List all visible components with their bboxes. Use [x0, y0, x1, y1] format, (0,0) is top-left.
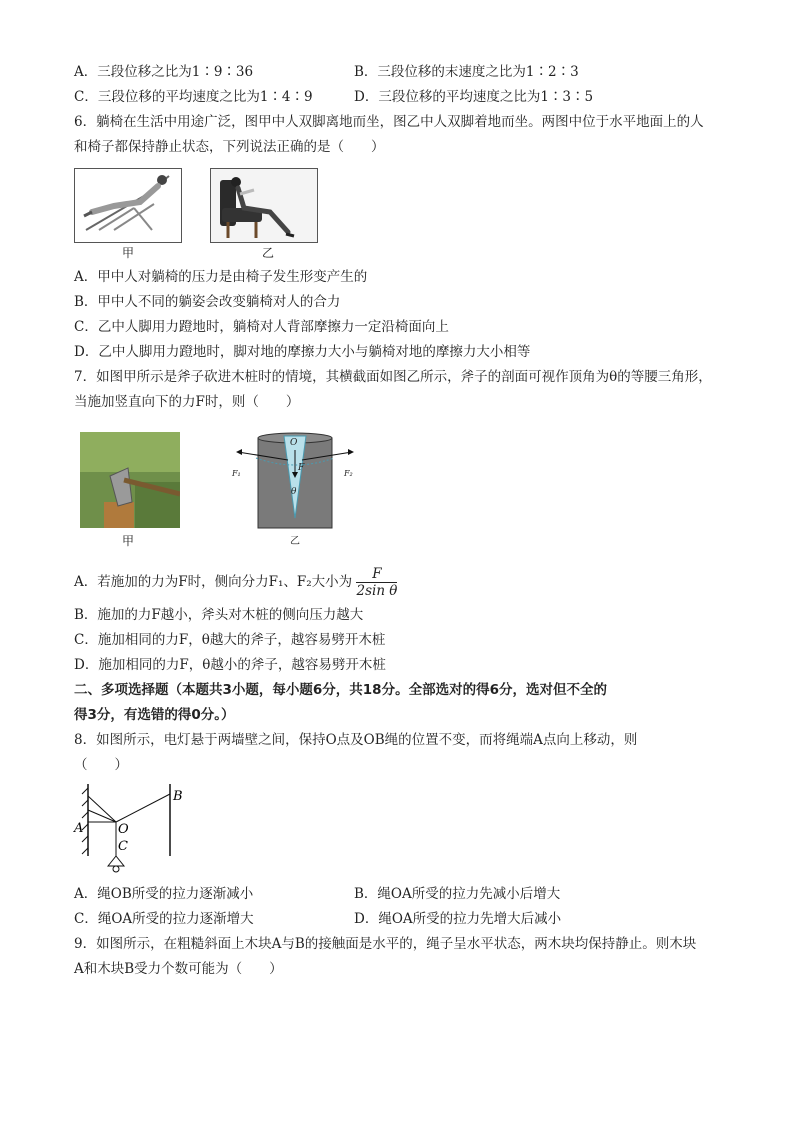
- q5-option-a: A．三段位移之比为1∶9∶36: [74, 64, 254, 80]
- q6-figure-lounge-chair-photo: [210, 168, 318, 244]
- q6-option-c: C．乙中人脚用力蹬地时，躺椅对人背部摩擦力一定沿椅面向上: [74, 319, 449, 335]
- q5-option-c: C．三段位移的平均速度之比为1∶4∶9: [74, 89, 313, 105]
- q6-option-a: A．甲中人对躺椅的压力是由椅子发生形变产生的: [74, 269, 368, 285]
- q7-label-theta: θ: [291, 487, 297, 497]
- q7-label-f1: F₁: [232, 469, 241, 478]
- q9-stem-line1: 9．如图所示，在粗糙斜面上木块A与B的接触面是水平的，绳子呈水平状态，两木块均保持静止。则木块: [74, 936, 697, 952]
- q8-label-o: O: [118, 822, 129, 837]
- q8-option-d: D．绳OA所受的拉力先增大后减小: [354, 911, 562, 927]
- q7-label-o: O: [290, 438, 298, 448]
- q6-option-d: D．乙中人脚用力蹬地时，脚对地的摩擦力大小与躺椅对地的摩擦力大小相等: [74, 344, 531, 360]
- q7-figure-axe-cross-section: [226, 432, 364, 532]
- q8-label-a: A: [74, 821, 84, 836]
- q6-figure-recliner-photo: [74, 168, 182, 244]
- q5-option-d: D．三段位移的平均速度之比为1∶3∶5: [354, 89, 594, 105]
- q7-option-a: [74, 566, 397, 599]
- q6-caption-yi: 乙: [262, 246, 275, 260]
- q8-stem-line1: 8．如图所示，电灯悬于两墙壁之间，保持O点及OB绳的位置不变，而将绳端A点向上移动，则: [74, 732, 638, 748]
- q7-label-f: F: [298, 463, 305, 473]
- q7-option-b: B．施加的力F越小，斧头对木桩的侧向压力越大: [74, 607, 364, 623]
- q7-caption-jia: 甲: [122, 534, 135, 548]
- section2-heading-line1: 二、多项选择题（本题共3小题，每小题6分，共18分。全部选对的得6分，选对但不全的: [74, 682, 607, 698]
- q8-option-a: A．绳OB所受的拉力逐渐减小: [74, 886, 254, 902]
- q8-option-c: C．绳OA所受的拉力逐渐增大: [74, 911, 254, 927]
- q7-option-c: C．施加相同的力F，θ越大的斧子，越容易劈开木桩: [74, 632, 386, 648]
- q6-option-b: B．甲中人不同的躺姿会改变躺椅对人的合力: [74, 294, 341, 310]
- q8-label-c: C: [118, 839, 128, 854]
- q7-label-f2: F₂: [344, 469, 353, 478]
- q9-stem-line2: A和木块B受力个数可能为（ ）: [74, 961, 283, 977]
- q6-stem-line2: 和椅子都保持静止状态，下列说法正确的是（ ）: [74, 139, 385, 155]
- q7-caption-yi: 乙: [290, 536, 300, 547]
- q8-option-b: B．绳OA所受的拉力先减小后增大: [354, 886, 561, 902]
- q7-option-a-fraction: [356, 566, 397, 599]
- section2-heading-line2: 得3分，有选错的得0分。）: [74, 707, 235, 723]
- q8-stem-line2: （ ）: [74, 757, 128, 773]
- q5-option-b: B．三段位移的末速度之比为1∶2∶3: [354, 64, 579, 80]
- q8-figure-lamp-ropes: [72, 782, 192, 874]
- q7-stem-line1: 7．如图甲所示是斧子砍进木桩时的情境，其横截面如图乙所示，斧子的剖面可视作顶角为θ的等腰三角形，: [74, 369, 712, 385]
- q6-stem-line1: 6．躺椅在生活中用途广泛，图甲中人双脚离地而坐，图乙中人双脚着地而坐。两图中位于水平地面上的人: [74, 114, 704, 130]
- q7-option-d: D．施加相同的力F，θ越小的斧子，越容易劈开木桩: [74, 657, 386, 673]
- q7-fraction-denominator: 2sin θ: [356, 583, 398, 599]
- q7-fraction-numerator: F: [356, 566, 397, 583]
- q8-label-b: B: [173, 789, 183, 804]
- q6-caption-jia: 甲: [122, 246, 135, 260]
- q7-figure-axe-photo: [80, 432, 180, 528]
- q7-stem-line2: 当施加竖直向下的力F时，则（ ）: [74, 394, 300, 410]
- q7-option-a-text: A．若施加的力为F时，侧向分力F₁、F₂大小为: [74, 574, 353, 590]
